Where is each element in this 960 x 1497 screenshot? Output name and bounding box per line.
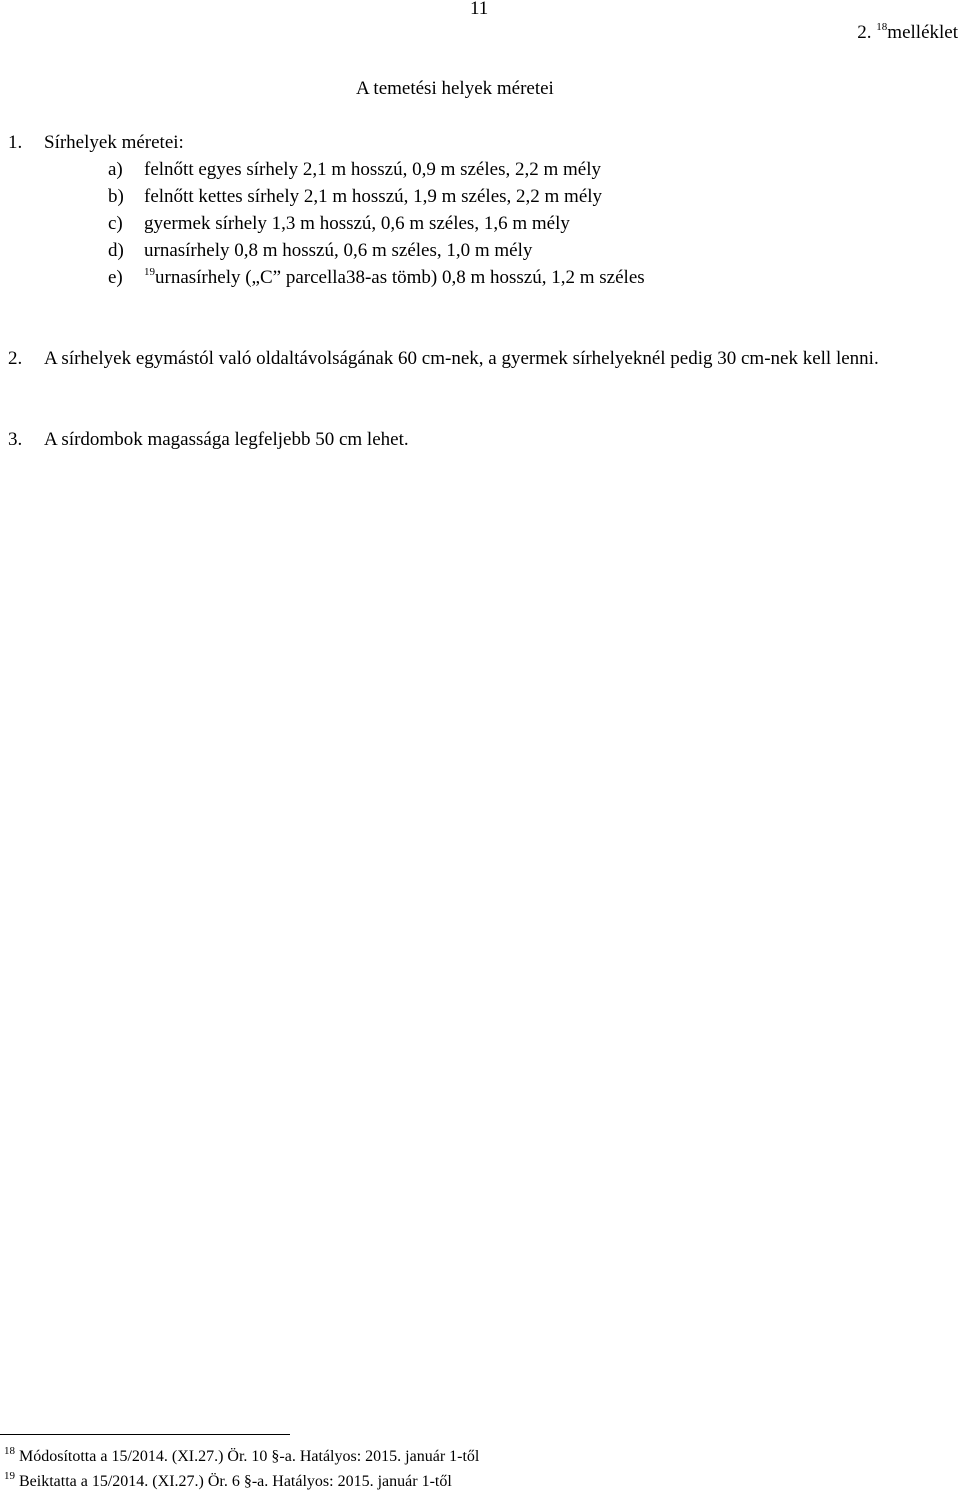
section-1-heading-text: Sírhelyek méretei:: [44, 132, 184, 153]
section-2-number: 2.: [8, 348, 23, 369]
section-2-paragraph: [8, 346, 956, 372]
list-item-letter: d): [108, 240, 124, 261]
footnote-text: Módosította a 15/2014. (XI.27.) Ör. 10 §-a. Hatályos: 2015. január 1-től: [19, 1448, 480, 1465]
footnote-text: Beiktatta a 15/2014. (XI.27.) Ör. 6 §-a. Hatályos: 2015. január 1-től: [19, 1473, 452, 1490]
annex-text: melléklet: [887, 22, 958, 43]
list-item-letter: b): [108, 186, 124, 207]
annex-prefix: 2.: [857, 22, 872, 43]
list-item-b: [108, 184, 602, 210]
footnote-ref-19: 19: [144, 266, 155, 278]
footnote-number: 18: [4, 1445, 15, 1457]
list-item-text: felnőtt egyes sírhely 2,1 m hosszú, 0,9 m széles, 2,2 m mély: [144, 159, 601, 180]
document-title: A temetési helyek méretei: [356, 78, 554, 99]
section-2-text: A sírhelyek egymástól való oldaltávolságának 60 cm-nek, a gyermek sírhelyeknél pedig 30 cm-nek kell lenni.: [44, 348, 879, 369]
list-item-letter: a): [108, 159, 123, 180]
footnote-separator: [0, 1434, 290, 1435]
list-item-letter: e): [108, 267, 123, 288]
section-3-number: 3.: [8, 429, 23, 450]
section-3-paragraph: [8, 427, 956, 453]
list-item-e: [108, 265, 645, 291]
section-3-text: A sírdombok magassága legfeljebb 50 cm lehet.: [44, 429, 409, 450]
footnote-number: 19: [4, 1470, 15, 1482]
footnote-19: [4, 1472, 452, 1492]
list-item-letter: c): [108, 213, 123, 234]
page-number: 11: [470, 0, 489, 19]
annex-footnote-ref: 18: [876, 21, 888, 33]
list-item-a: [108, 157, 601, 183]
section-1-heading: [8, 130, 184, 156]
list-item-text: urnasírhely 0,8 m hosszú, 0,6 m széles, 1,0 m mély: [144, 240, 533, 261]
list-item-c: [108, 211, 570, 237]
list-item-d: [108, 238, 532, 264]
section-1-number: 1.: [8, 132, 23, 153]
list-item-text: urnasírhely („C” parcella38-as tömb) 0,8 m hosszú, 1,2 m széles: [155, 267, 645, 288]
annex-label: [857, 22, 958, 44]
list-item-text: felnőtt kettes sírhely 2,1 m hosszú, 1,9 m széles, 2,2 m mély: [144, 186, 603, 207]
list-item-text: gyermek sírhely 1,3 m hosszú, 0,6 m széles, 1,6 m mély: [144, 213, 570, 234]
footnote-18: [4, 1447, 479, 1467]
